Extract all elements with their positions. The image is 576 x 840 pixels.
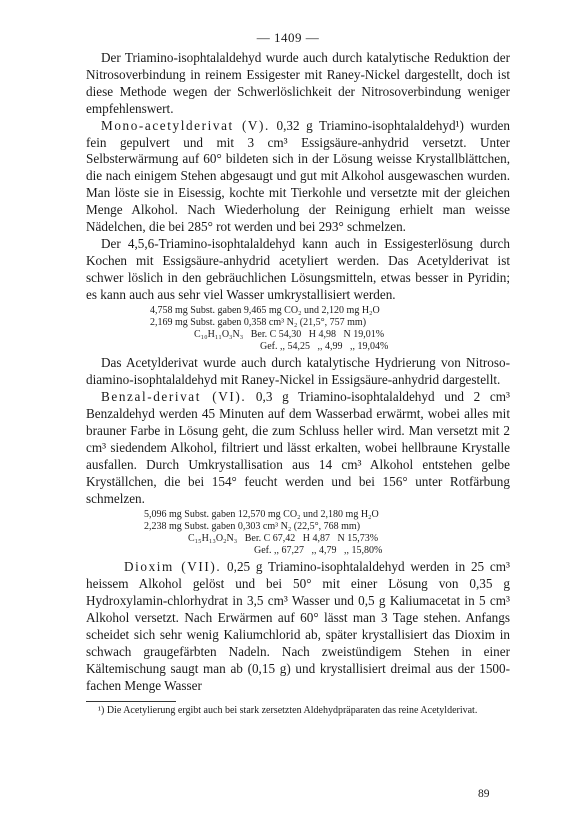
elemental-analysis-benzal (86, 509, 510, 558)
paragraph-benzal-derivat-text: 0,3 g Triamino-isophtalaldehyd und 2 cm³ Benzaldehyd werden 45 Minuten auf dem Wasserbad erwärmt, wobei alles mit brauner Farbe in Lösung geht, die zum Schluss heller wird. Man versetzt mit 2 cm³ siedendem Alkohol, filtriert und lässt erkalten, wobei hellbraune Krystalle ausfallen. Durch Umkrystallisation aus 14 cm³ Alkohol entstehen gelbe Kryställchen, die bei 154° feucht werden und bei 156° unter Rotfärbung schmelzen. (86, 389, 510, 506)
paragraph-dioxim (86, 559, 510, 694)
section-title-benzal-derivat: Benzal-derivat (VI). (101, 389, 247, 405)
paragraph-essigester-acetylation: Der 4,5,6-Triamino-isophtalaldehyd kann auch in Essigesterlösung durch Kochen mit Essigsäure-anhydrid acetyliert werden. Das Acetylderivat ist schwer löslich in den gebräuchlichen Lösungsmitteln, etwas besser in Pyridin; es kann auch aus sehr viel Wasser umkrystallisiert werden. (86, 235, 510, 302)
analysis-line: 4,758 mg Subst. gaben 9,465 mg CO₂ und 2,120 mg H₂O (150, 304, 380, 316)
analysis-line: 5,096 mg Subst. gaben 12,570 mg CO₂ und 2,180 mg H₂O (144, 508, 379, 520)
footnote: ¹) Die Acetylierung ergibt auch bei stark zersetzten Aldehydpräparaten das reine Acetylderivat. (98, 704, 478, 716)
analysis-line: C₁₀H₁₁O₃N₃ Ber. C 54,30 H 4,98 N 19,01% (194, 329, 385, 340)
footnote-separator (86, 701, 176, 702)
folio-number: 89 (478, 788, 490, 800)
paragraph-benzal-derivat (86, 389, 510, 507)
text-body (86, 50, 510, 717)
elemental-analysis-acetyl (86, 305, 510, 354)
analysis-line: Gef. ,, 54,25 ,, 4,99 ,, 19,04% (260, 341, 389, 353)
paragraph-mono-acetylderivat-text: 0,32 g Triamino-isophtalaldehyd¹) wurden fein gepulvert und mit 3 cm³ Essigsäure-anhydrid versetzt. Unter Selbsterwärmung auf 60° bildeten sich in der Lösung weisse Krystallblättchen, die nach einigem Stehen abgesaugt und gut mit Alkohol ausgewaschen wurden. Man löste sie in Eisessig, kochte mit Tierkohle und versetzte mit der gleichen Menge Alkohol. Nach Wiederholung der Reinigung erhielt man weisse Nädelchen, die bei 285° rot werden und bei 293° schmelzen. (86, 117, 510, 235)
analysis-line: C₁₅H₁₃O₂N₃ Ber. C 67,42 H 4,87 N 15,73% (188, 532, 379, 544)
paragraph-dioxim-text: 0,25 g Triamino-isophtalaldehyd werden in 25 cm³ heissem Alkohol gelöst und bei 50° mit einer Lösung von 0,35 g Hydroxylamin-chlorhydrat in 3,5 cm³ Wasser und 0,5 g Kaliumacetat in 5 cm³ Alkohol versetzt. Nach Erwärmen auf 60° lässt man 3 Tage stehen. Anfangs scheidet sich sehr wenig Kaliumchlorid ab, später krystallisiert das Dioxim in schwach graugefärbten Nadeln. Nach zweistündigem Stehen in einer Kältemischung saugt man ab (0,15 g) und krystallisiert dreimal aus der 1500-fachen Menge Wasser (86, 559, 510, 693)
analysis-line: Gef. ,, 67,27 ,, 4,79 ,, 15,80% (254, 545, 383, 557)
page-header-number: — 1409 — (256, 30, 320, 45)
analysis-line: 2,169 mg Subst. gaben 0,358 cm³ N₂ (21,5°, 757 mm) (150, 316, 367, 328)
analysis-line: 2,238 mg Subst. gaben 0,303 cm³ N₂ (22,5°, 768 mm) (144, 520, 361, 532)
paragraph-mono-acetylderivat (86, 118, 510, 236)
paragraph-raney-reduction: Der Triamino-isophtalaldehyd wurde auch durch katalytische Reduktion der Nitrosoverbindung in reinem Essigester mit Raney-Nickel dargestellt, doch ist diese Methode wegen der Schwerlöslichkeit der Nitrosoverbindung weniger empfehlenswert. (86, 50, 510, 116)
section-title-dioxim: Dioxim (VII). (124, 559, 222, 575)
section-title-mono-acetylderivat: Mono-acetylderivat (V). (101, 117, 270, 133)
paragraph-acetyl-hydrogenation: Das Acetylderivat wurde auch durch katalytische Hydrierung von Nitroso-diamino-isophtalaldehyd mit Raney-Nickel in Essigsäure-anhydrid dargestellt. (86, 355, 510, 388)
